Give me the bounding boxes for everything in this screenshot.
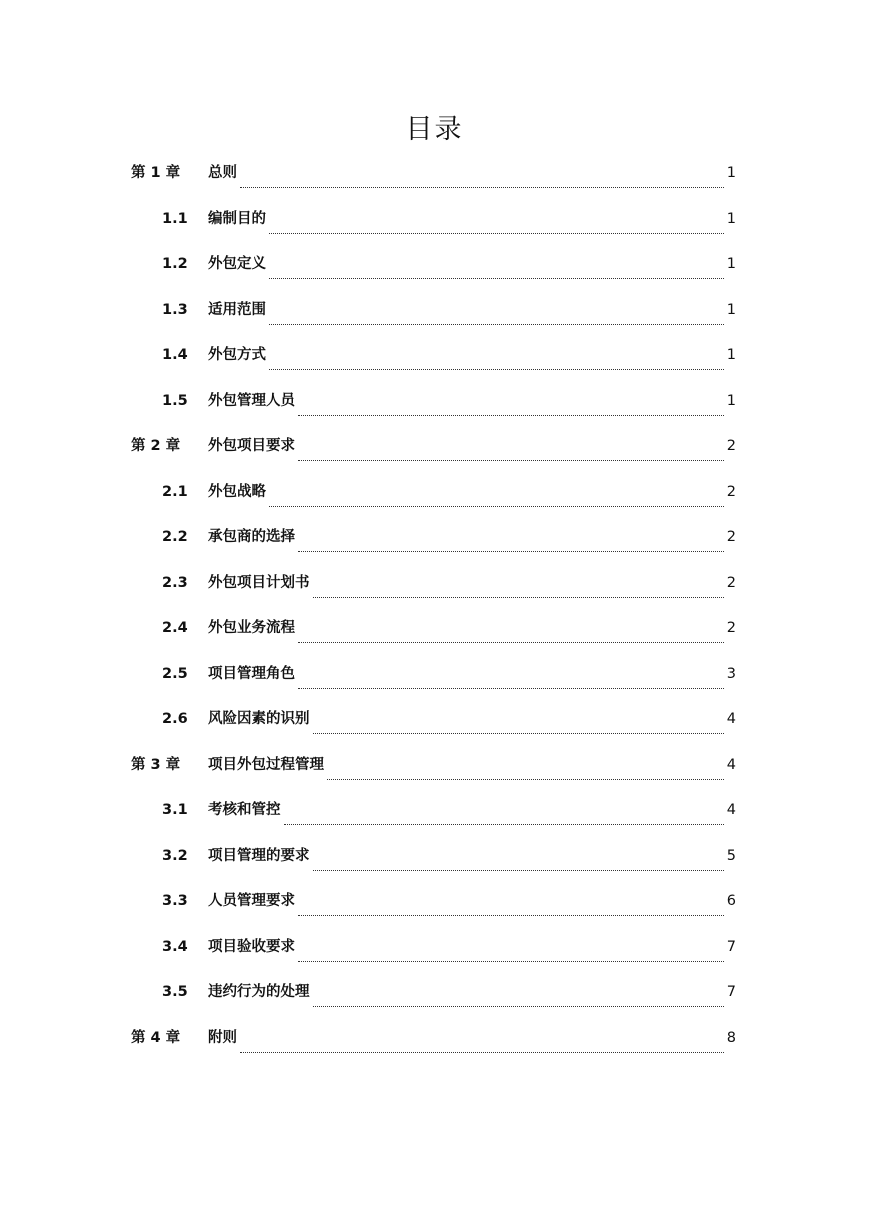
toc-section-entry[interactable] xyxy=(131,932,736,978)
toc-entry-page-number[interactable]: 1 xyxy=(726,256,736,272)
toc-entry-number: 第 1 章 xyxy=(131,165,181,181)
toc-entry-page-number[interactable]: 1 xyxy=(726,392,736,409)
toc-entry-title[interactable]: 风险因素的识别 xyxy=(208,711,310,727)
dot-leader xyxy=(269,233,724,234)
dot-leader xyxy=(298,551,724,552)
toc-section-entry[interactable] xyxy=(131,295,736,341)
dot-leader xyxy=(327,779,724,780)
toc-chapter-entry[interactable] xyxy=(131,158,736,204)
toc-entry-number: 2.6 xyxy=(162,711,188,727)
dot-leader xyxy=(313,733,724,734)
toc-entry-title[interactable]: 适用范围 xyxy=(208,301,266,318)
dot-leader xyxy=(269,324,724,325)
toc-entry-title[interactable]: 人员管理要求 xyxy=(208,893,295,909)
dot-leader xyxy=(313,870,724,871)
toc-entry-title[interactable]: 外包定义 xyxy=(208,256,266,272)
toc-entry-number: 第 3 章 xyxy=(131,756,181,773)
toc-chapter-entry[interactable] xyxy=(131,750,736,796)
dot-leader xyxy=(298,688,724,689)
toc-entry-title[interactable]: 考核和管控 xyxy=(208,802,281,818)
toc-entry-number: 2.2 xyxy=(162,529,188,545)
toc-section-entry[interactable] xyxy=(131,613,736,659)
dot-leader xyxy=(313,597,724,598)
toc-entry-number: 3.3 xyxy=(162,893,188,909)
toc-entry-title[interactable]: 外包方式 xyxy=(208,347,266,363)
toc-section-entry[interactable] xyxy=(131,886,736,932)
toc-section-entry[interactable] xyxy=(131,568,736,614)
toc-entry-page-number[interactable]: 1 xyxy=(726,347,736,363)
dot-leader xyxy=(298,415,724,416)
toc-entry-number: 3.2 xyxy=(162,847,188,864)
toc-entry-page-number[interactable]: 5 xyxy=(726,847,736,864)
toc-entry-page-number[interactable]: 2 xyxy=(726,483,736,500)
toc-entry-number: 第 2 章 xyxy=(131,438,181,454)
toc-entry-title[interactable]: 项目外包过程管理 xyxy=(208,756,324,773)
toc-entry-page-number[interactable]: 2 xyxy=(726,574,736,591)
toc-entry-number: 1.2 xyxy=(162,256,188,272)
toc-entry-title[interactable]: 附则 xyxy=(208,1029,237,1046)
toc-entry-number: 第 4 章 xyxy=(131,1029,181,1046)
toc-entry-page-number[interactable]: 6 xyxy=(726,893,736,909)
toc-entry-page-number[interactable]: 8 xyxy=(726,1029,736,1046)
toc-entry-title[interactable]: 外包项目要求 xyxy=(208,438,295,454)
toc-entry-number: 2.4 xyxy=(162,620,188,636)
toc-entry-title[interactable]: 外包业务流程 xyxy=(208,620,295,636)
toc-entry-page-number[interactable]: 7 xyxy=(726,938,736,955)
toc-entry-title[interactable]: 项目管理角色 xyxy=(208,665,295,682)
toc-entry-number: 1.4 xyxy=(162,347,188,363)
toc-entry-title[interactable]: 编制目的 xyxy=(208,210,266,227)
toc-entry-page-number[interactable]: 7 xyxy=(726,984,736,1000)
toc-section-entry[interactable] xyxy=(131,477,736,523)
toc-entry-number: 1.5 xyxy=(162,392,188,409)
toc-entry-title[interactable]: 外包管理人员 xyxy=(208,392,295,409)
dot-leader xyxy=(298,961,724,962)
dot-leader xyxy=(269,369,724,370)
toc-entry-title[interactable]: 承包商的选择 xyxy=(208,529,295,545)
toc-entry-page-number[interactable]: 4 xyxy=(726,802,736,818)
dot-leader xyxy=(298,642,724,643)
dot-leader xyxy=(298,460,724,461)
dot-leader xyxy=(240,1052,724,1053)
toc-entry-number: 3.5 xyxy=(162,984,188,1000)
toc-entry-number: 1.1 xyxy=(162,210,188,227)
toc-entry-number: 3.4 xyxy=(162,938,188,955)
toc-entry-page-number[interactable]: 3 xyxy=(726,665,736,682)
toc-entry-page-number[interactable]: 2 xyxy=(726,620,736,636)
dot-leader xyxy=(284,824,724,825)
toc-entry-page-number[interactable]: 1 xyxy=(726,301,736,318)
toc-entry-page-number[interactable]: 1 xyxy=(726,210,736,227)
dot-leader xyxy=(269,506,724,507)
toc-entry-page-number[interactable]: 1 xyxy=(726,165,736,181)
toc-entry-number: 1.3 xyxy=(162,301,188,318)
dot-leader xyxy=(269,278,724,279)
toc-section-entry[interactable] xyxy=(131,204,736,250)
toc-section-entry[interactable] xyxy=(131,386,736,432)
toc-section-entry[interactable] xyxy=(131,249,736,295)
toc-entry-title[interactable]: 违约行为的处理 xyxy=(208,984,310,1000)
toc-entry-page-number[interactable]: 2 xyxy=(726,529,736,545)
toc-entry-title[interactable]: 总则 xyxy=(208,165,237,181)
toc-section-entry[interactable] xyxy=(131,841,736,887)
toc-entry-title[interactable]: 项目管理的要求 xyxy=(208,847,310,864)
toc-entry-page-number[interactable]: 4 xyxy=(726,756,736,773)
toc-section-entry[interactable] xyxy=(131,659,736,705)
toc-section-entry[interactable] xyxy=(131,522,736,568)
toc-entry-number: 2.5 xyxy=(162,665,188,682)
toc-entry-number: 2.3 xyxy=(162,574,188,591)
toc-entry-title[interactable]: 外包项目计划书 xyxy=(208,574,310,591)
toc-entry-page-number[interactable]: 4 xyxy=(726,711,736,727)
toc-entry-title[interactable]: 外包战略 xyxy=(208,483,266,500)
toc-section-entry[interactable] xyxy=(131,977,736,1023)
toc-entry-page-number[interactable]: 2 xyxy=(726,438,736,454)
toc-section-entry[interactable] xyxy=(131,704,736,750)
dot-leader xyxy=(240,187,724,188)
toc-chapter-entry[interactable] xyxy=(131,431,736,477)
dot-leader xyxy=(313,1006,724,1007)
table-of-contents xyxy=(131,158,736,1068)
toc-section-entry[interactable] xyxy=(131,340,736,386)
toc-entry-number: 2.1 xyxy=(162,483,188,500)
toc-section-entry[interactable] xyxy=(131,795,736,841)
toc-entry-number: 3.1 xyxy=(162,802,188,818)
toc-entry-title[interactable]: 项目验收要求 xyxy=(208,938,295,955)
page-title: 目录 xyxy=(405,114,464,145)
toc-chapter-entry[interactable] xyxy=(131,1023,736,1069)
dot-leader xyxy=(298,915,724,916)
